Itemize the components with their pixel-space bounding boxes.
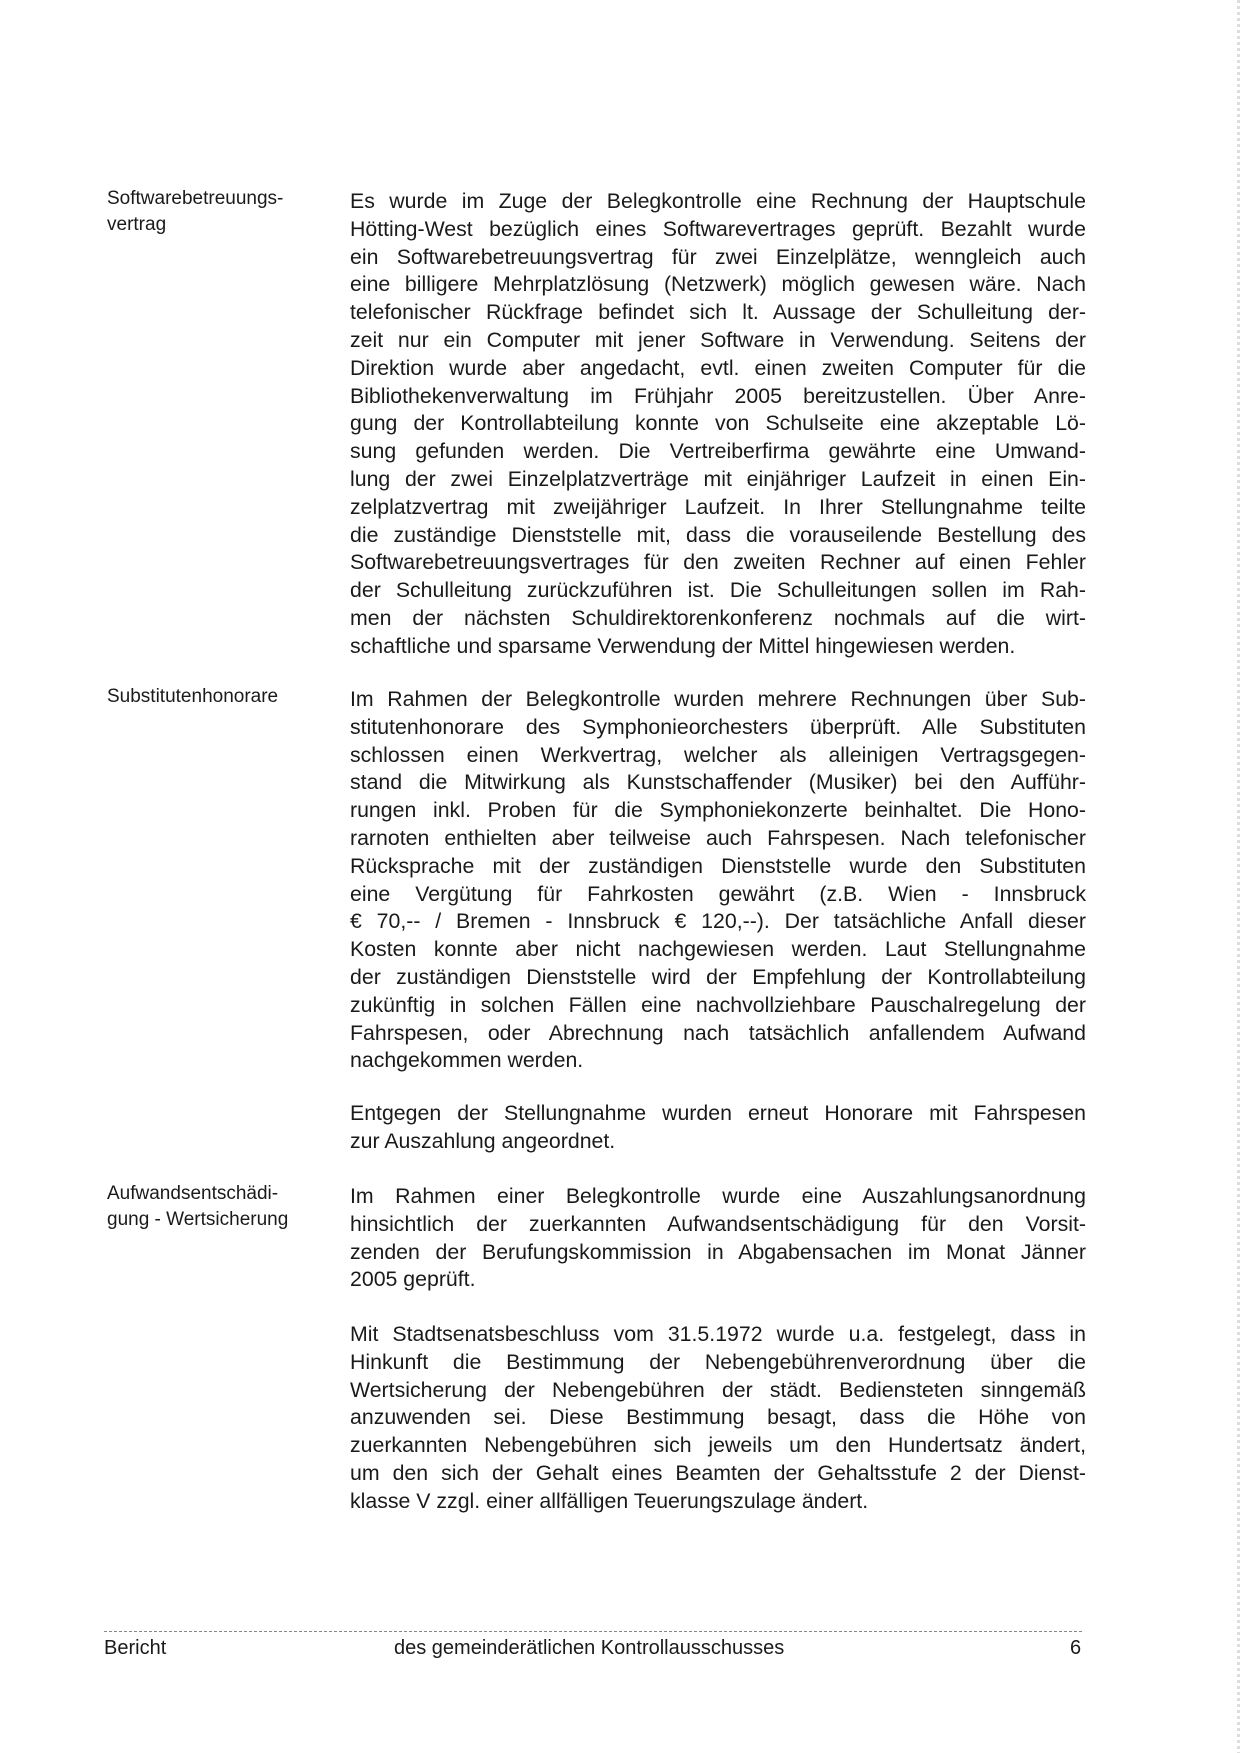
section-label-line: Aufwandsentschädi- bbox=[107, 1183, 279, 1204]
text-line: zeit nur ein Computer mit jener Software in Verwendung. Seitens der bbox=[350, 327, 1086, 352]
section-label bbox=[107, 186, 327, 238]
text-line: Mit Stadtsenatsbeschluss vom 31.5.1972 wurde u.a. festgelegt, dass in bbox=[350, 1322, 1086, 1346]
section-paragraph bbox=[350, 188, 1086, 661]
text-line: rarnoten enthielten aber teilweise auch Fahrspesen. Nach telefonischer bbox=[350, 825, 1086, 850]
section-paragraph bbox=[350, 686, 1086, 1075]
text-line: Es wurde im Zuge der Belegkontrolle eine Rechnung der Hauptschule bbox=[350, 189, 1086, 213]
footer-title: des gemeinderätlichen Kontrollausschusses bbox=[394, 1637, 785, 1659]
text-line: men der nächsten Schuldirektorenkonferenz nochmals auf die wirt- bbox=[350, 605, 1086, 630]
text-line: € 70,-- / Bremen - Innsbruck € 120,--). Der tatsächliche Anfall dieser bbox=[350, 909, 1086, 934]
text-line: anzuwenden sei. Diese Bestimmung besagt, dass die Höhe von bbox=[350, 1405, 1086, 1430]
text-line: schlossen einen Werkvertrag, welcher als alleinigen Vertragsgegen- bbox=[350, 742, 1086, 767]
section-label bbox=[107, 1181, 327, 1233]
text-line: zelplatzvertrag mit zweijähriger Laufzeit. In Ihrer Stellungnahme teilte bbox=[350, 494, 1086, 519]
text-line: Im Rahmen einer Belegkontrolle wurde eine Auszahlungsanordnung bbox=[350, 1184, 1086, 1208]
text-line: klasse V zzgl. einer allfälligen Teuerungszulage ändert. bbox=[350, 1488, 869, 1513]
text-line: Im Rahmen der Belegkontrolle wurden mehrere Rechnungen über Sub- bbox=[350, 687, 1086, 711]
text-line: eine billigere Mehrplatzlösung (Netzwerk) möglich gewesen wäre. Nach bbox=[350, 272, 1086, 297]
text-line: zur Auszahlung angeordnet. bbox=[350, 1128, 616, 1153]
section-label-line: vertrag bbox=[107, 214, 167, 235]
section-paragraph bbox=[350, 1100, 1086, 1156]
text-line: schaftliche und sparsame Verwendung der Mittel hingewiesen werden. bbox=[350, 633, 1016, 658]
text-line: zuerkannten Nebengebühren sich jeweils um den Hundertsatz ändert, bbox=[350, 1433, 1086, 1458]
text-line: der zuständigen Dienststelle wird der Empfehlung der Kontrollabteilung bbox=[350, 964, 1086, 989]
text-line: um den sich der Gehalt eines Beamten der Gehaltsstufe 2 der Dienst- bbox=[350, 1460, 1086, 1485]
text-line: Entgegen der Stellungnahme wurden erneut Honorare mit Fahrspesen bbox=[350, 1101, 1086, 1125]
footer-divider bbox=[104, 1631, 1082, 1632]
text-line: zenden der Berufungskommission in Abgabensachen im Monat Jänner bbox=[350, 1239, 1086, 1264]
text-line: Rücksprache mit der zuständigen Dienststelle wurde den Substituten bbox=[350, 853, 1086, 878]
text-line: sung gefunden werden. Die Vertreiberfirma gewährte eine Umwand- bbox=[350, 439, 1086, 464]
section-paragraph bbox=[350, 1321, 1086, 1516]
section-paragraph bbox=[350, 1183, 1086, 1294]
text-line: der Schulleitung zurückzuführen ist. Die Schulleitungen sollen im Rah- bbox=[350, 578, 1086, 603]
text-line: gung der Kontrollabteilung konnte von Schulseite eine akzeptable Lö- bbox=[350, 411, 1086, 436]
text-line: Hötting-West bezüglich eines Softwarevertrages geprüft. Bezahlt wurde bbox=[350, 216, 1086, 241]
text-line: 2005 geprüft. bbox=[350, 1267, 476, 1292]
text-line: eine Vergütung für Fahrkosten gewährt (z.B. Wien - Innsbruck bbox=[350, 881, 1086, 906]
text-line: rungen inkl. Proben für die Symphoniekonzerte beinhaltet. Die Hono- bbox=[350, 798, 1086, 823]
text-line: Fahrspesen, oder Abrechnung nach tatsächlich anfallendem Aufwand bbox=[350, 1020, 1086, 1045]
section-label bbox=[107, 684, 327, 710]
section-label-line: gung - Wertsicherung bbox=[107, 1209, 289, 1230]
text-line: die zuständige Dienststelle mit, dass die vorauseilende Bestellung des bbox=[350, 522, 1086, 547]
text-line: ein Softwarebetreuungsvertrag für zwei Einzelplätze, wenngleich auch bbox=[350, 244, 1086, 269]
section-label-line: Softwarebetreuungs- bbox=[107, 188, 284, 209]
text-line: Kosten konnte aber nicht nachgewiesen werden. Laut Stellungnahme bbox=[350, 937, 1086, 962]
page-number: 6 bbox=[1070, 1637, 1082, 1659]
text-line: Wertsicherung der Nebengebühren der städt. Bediensteten sinngemäß bbox=[350, 1377, 1086, 1402]
text-line: telefonischer Rückfrage befindet sich lt. Aussage der Schulleitung der- bbox=[350, 300, 1086, 325]
text-line: Direktion wurde aber angedacht, evtl. einen zweiten Computer für die bbox=[350, 355, 1086, 380]
text-line: zukünftig in solchen Fällen eine nachvollziehbare Pauschalregelung der bbox=[350, 992, 1086, 1017]
text-line: stand die Mitwirkung als Kunstschaffender (Musiker) bei den Aufführ- bbox=[350, 770, 1086, 795]
text-line: hinsichtlich der zuerkannten Aufwandsentschädigung für den Vorsit- bbox=[350, 1211, 1086, 1236]
text-line: stitutenhonorare des Symphonieorchesters überprüft. Alle Substituten bbox=[350, 714, 1086, 739]
text-line: nachgekommen werden. bbox=[350, 1048, 584, 1073]
text-line: Hinkunft die Bestimmung der Nebengebührenverordnung über die bbox=[350, 1349, 1086, 1374]
text-line: Softwarebetreuungsvertrages für den zweiten Rechner auf einen Fehler bbox=[350, 550, 1086, 575]
text-line: lung der zwei Einzelplatzverträge mit einjähriger Laufzeit in einen Ein- bbox=[350, 466, 1086, 491]
text-line: Bibliothekenverwaltung im Frühjahr 2005 bereitzustellen. Über Anre- bbox=[350, 383, 1086, 408]
footer-left: Bericht bbox=[104, 1637, 167, 1659]
section-label-line: Substitutenhonorare bbox=[107, 686, 279, 707]
